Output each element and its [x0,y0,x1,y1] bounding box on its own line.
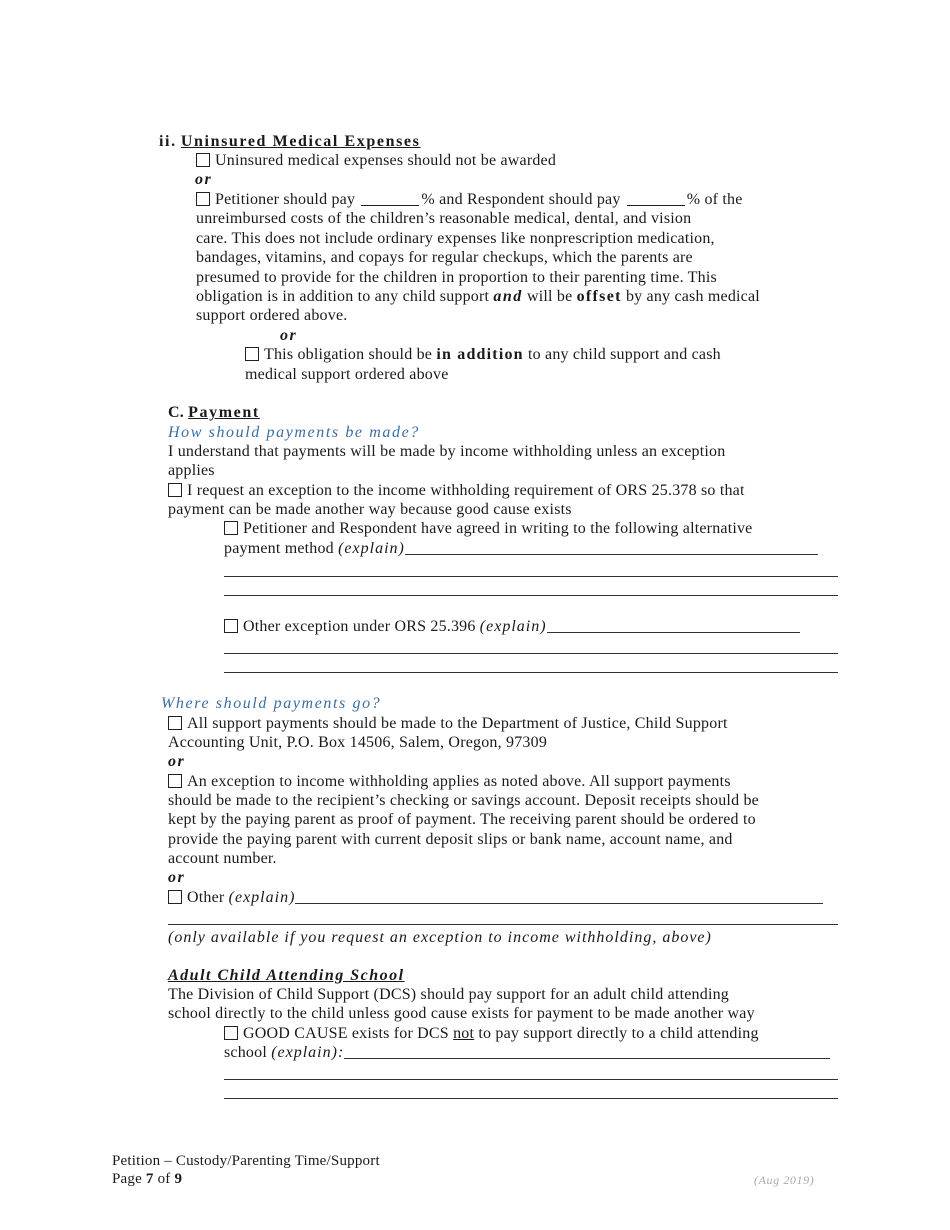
option-label: school [224,1044,267,1061]
explain-label: (explain): [271,1044,345,1061]
option-label: GOOD CAUSE exists for DCS [243,1025,449,1042]
or-separator: or [168,753,186,770]
explain-label: (explain) [479,618,547,635]
checkbox-request-exception[interactable] [168,483,182,497]
checkbox-good-cause[interactable] [224,1026,238,1040]
section-heading-adult-child: Adult Child Attending School [168,967,405,984]
option-label: An exception to income withholding applies as noted above. All support payments [187,773,731,790]
option-label: Petitioner and Respondent have agreed in writing to the following alternative [243,520,753,537]
option-label: Other exception under ORS 25.396 [243,618,476,635]
paragraph-line: payment can be made another way because good cause exists [168,501,572,518]
text: will be [527,288,573,305]
only-available-note: (only available if you request an exception to income withholding, above) [168,929,712,946]
explain-line[interactable] [224,1098,838,1099]
option-label: to any child support and cash [527,346,721,363]
option-label: % of the [686,191,743,208]
explain-line[interactable] [224,653,838,654]
paragraph-line: I understand that payments will be made by income withholding unless an exception [168,443,726,460]
option-no-award [196,151,556,170]
or-separator: or [195,171,213,188]
heading-prefix: ii. [159,133,177,150]
option-other [168,888,823,907]
explain-line[interactable] [224,576,838,577]
footer-page-number [112,1170,182,1188]
page-of: of [157,1171,171,1187]
or-separator: or [168,869,186,886]
checkbox-no-award[interactable] [196,153,210,167]
checkbox-other[interactable] [168,890,182,904]
paragraph-line: account number. [168,850,277,867]
paragraph-line: school directly to the child unless good cause exists for payment to be made another way [168,1005,755,1022]
question-how-payments: How should payments be made? [168,424,420,441]
other-explain-field[interactable] [295,889,823,904]
option-label: I request an exception to the income withholding requirement of ORS 25.378 so that [187,482,745,499]
paragraph-line: kept by the paying parent as proof of payment. The receiving parent should be ordered to [168,811,756,828]
explain-line[interactable] [224,1079,838,1080]
checkbox-split-percent[interactable] [196,192,210,206]
emphasis-offset: offset [576,288,622,305]
heading-prefix: C. [168,404,184,421]
heading-text: Payment [188,404,260,421]
option-label: Other [187,889,225,906]
option-label: This obligation should be [264,346,433,363]
page-total: 9 [174,1171,183,1187]
explain-line[interactable] [224,595,838,596]
petitioner-percent-field[interactable] [361,191,419,206]
paragraph-line: support ordered above. [196,307,348,324]
option-label: Uninsured medical expenses should not be awarded [215,152,557,169]
option-good-cause [224,1024,759,1043]
option-in-addition [245,345,721,364]
paragraph-line: care. This does not include ordinary expenses like nonprescription medication, [196,230,715,247]
option-label: payment method [224,540,334,557]
explain-label: (explain) [228,889,296,906]
paragraph-line: presumed to provide for the children in proportion to their parenting time. This [196,269,717,286]
option-request-exception [168,481,745,500]
other-exception-explain-field[interactable] [547,618,800,633]
section-heading-payment [168,403,260,422]
paragraph-line: should be made to the recipient’s checking or savings account. Deposit receipts should be [168,792,759,809]
checkbox-doj[interactable] [168,716,182,730]
paragraph-line [196,287,760,306]
paragraph-line: unreimbursed costs of the children’s reasonable medical, dental, and vision [196,210,692,227]
checkbox-in-addition[interactable] [245,347,259,361]
section-heading-uninsured [159,132,420,151]
payment-method-line [224,539,818,558]
option-split-percent [196,190,743,209]
checkbox-other-exception[interactable] [224,619,238,633]
paragraph-line: medical support ordered above [245,366,449,383]
checkbox-agreed-writing[interactable] [224,521,238,535]
payment-method-explain-field[interactable] [405,540,818,555]
text: by any cash medical [625,288,760,305]
page-current: 7 [145,1171,154,1187]
emphasis-not: not [453,1025,475,1042]
explain-line[interactable] [224,672,838,673]
option-label: to pay support directly to a child attending [478,1025,759,1042]
question-where-payments: Where should payments go? [161,695,382,712]
option-label: % and Respondent should pay [421,191,621,208]
revision-date: (Aug 2019) [754,1173,815,1187]
good-cause-explain-field[interactable] [344,1044,830,1059]
or-separator: or [280,327,298,344]
option-bank-account [168,772,731,791]
option-agreed-writing [224,519,753,538]
option-label: All support payments should be made to the Department of Justice, Child Support [187,715,728,732]
paragraph-line: applies [168,462,215,479]
option-label: Petitioner should pay [215,191,356,208]
option-other-exception [224,617,800,636]
paragraph-line: bandages, vitamins, and copays for regular checkups, which the parents are [196,249,693,266]
emphasis-in-addition: in addition [436,346,524,363]
paragraph-line: Accounting Unit, P.O. Box 14506, Salem, Oregon, 97309 [168,734,548,751]
page-label: Page [112,1171,142,1187]
paragraph-line: provide the paying parent with current deposit slips or bank name, account name, and [168,831,733,848]
good-cause-explain-line [224,1043,830,1062]
explain-line[interactable] [168,924,838,925]
option-doj [168,714,728,733]
text: obligation is in addition to any child support [196,288,490,305]
heading-text: Uninsured Medical Expenses [180,133,421,150]
checkbox-bank-account[interactable] [168,774,182,788]
footer-title: Petition – Custody/Parenting Time/Support [112,1153,380,1169]
explain-label: (explain) [338,540,405,557]
paragraph-line: The Division of Child Support (DCS) should pay support for an adult child attending [168,986,729,1003]
respondent-percent-field[interactable] [627,191,685,206]
emphasis-and: and [493,288,523,305]
